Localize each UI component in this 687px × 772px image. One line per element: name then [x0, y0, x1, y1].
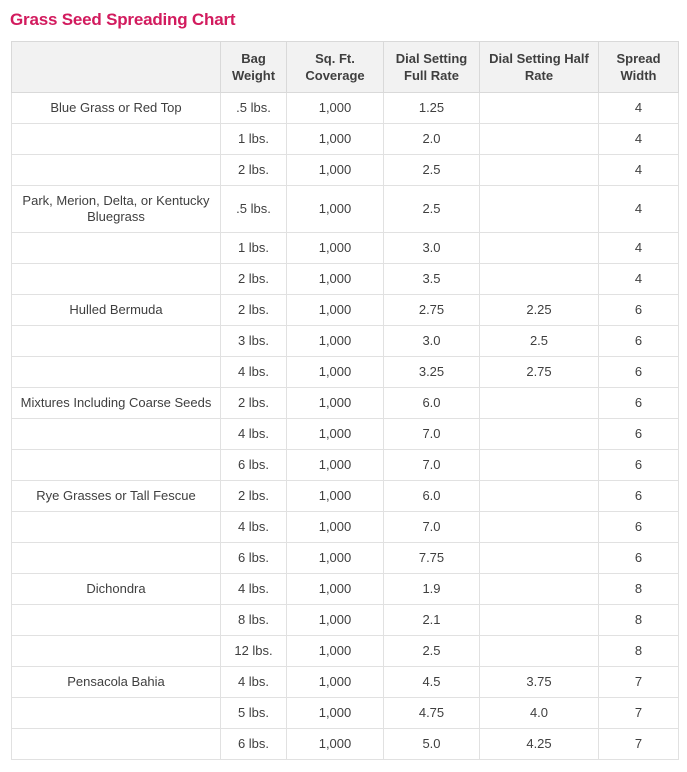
dial-full-rate-cell: 2.5 [384, 155, 480, 186]
spread-width-cell: 6 [599, 481, 679, 512]
dial-half-rate-cell: 4.0 [480, 698, 599, 729]
table-row [12, 729, 679, 760]
bag-weight-cell: 1 lbs. [221, 233, 287, 264]
table-row [12, 357, 679, 388]
table-row [12, 481, 679, 512]
coverage-cell: 1,000 [287, 124, 384, 155]
dial-half-rate-cell [480, 186, 599, 233]
grass-type-cell: Hulled Bermuda [12, 295, 221, 326]
coverage-cell: 1,000 [287, 326, 384, 357]
spread-width-cell: 4 [599, 186, 679, 233]
dial-full-rate-cell: 5.0 [384, 729, 480, 760]
bag-weight-cell: .5 lbs. [221, 186, 287, 233]
dial-full-rate-cell: 3.0 [384, 326, 480, 357]
bag-weight-cell: 6 lbs. [221, 450, 287, 481]
spread-width-cell: 4 [599, 155, 679, 186]
coverage-cell: 1,000 [287, 357, 384, 388]
dial-half-rate-cell [480, 155, 599, 186]
grass-type-cell [12, 419, 221, 450]
table-header-row [12, 42, 679, 93]
coverage-cell: 1,000 [287, 729, 384, 760]
dial-half-rate-cell: 2.25 [480, 295, 599, 326]
bag-weight-cell: 4 lbs. [221, 667, 287, 698]
dial-full-rate-cell: 1.9 [384, 574, 480, 605]
coverage-cell: 1,000 [287, 543, 384, 574]
column-header-spread-width: Spread Width [599, 42, 679, 93]
bag-weight-cell: 2 lbs. [221, 295, 287, 326]
table-row [12, 419, 679, 450]
dial-full-rate-cell: 7.0 [384, 512, 480, 543]
dial-half-rate-cell [480, 481, 599, 512]
table-row [12, 295, 679, 326]
dial-half-rate-cell: 2.75 [480, 357, 599, 388]
coverage-cell: 1,000 [287, 186, 384, 233]
dial-full-rate-cell: 6.0 [384, 388, 480, 419]
dial-half-rate-cell: 3.75 [480, 667, 599, 698]
coverage-cell: 1,000 [287, 295, 384, 326]
table-row [12, 450, 679, 481]
dial-half-rate-cell [480, 636, 599, 667]
bag-weight-cell: 5 lbs. [221, 698, 287, 729]
spread-width-cell: 6 [599, 419, 679, 450]
spread-width-cell: 6 [599, 450, 679, 481]
dial-full-rate-cell: 2.0 [384, 124, 480, 155]
table-row [12, 233, 679, 264]
grass-type-cell: Dichondra [12, 574, 221, 605]
spread-width-cell: 8 [599, 574, 679, 605]
spread-width-cell: 4 [599, 124, 679, 155]
spread-width-cell: 6 [599, 357, 679, 388]
table-row [12, 124, 679, 155]
table-row [12, 667, 679, 698]
coverage-cell: 1,000 [287, 636, 384, 667]
column-header-grass-type [12, 42, 221, 93]
dial-half-rate-cell [480, 543, 599, 574]
bag-weight-cell: 2 lbs. [221, 155, 287, 186]
column-header-sqft-coverage: Sq. Ft. Coverage [287, 42, 384, 93]
dial-full-rate-cell: 4.5 [384, 667, 480, 698]
spread-width-cell: 6 [599, 512, 679, 543]
dial-half-rate-cell [480, 124, 599, 155]
bag-weight-cell: 6 lbs. [221, 729, 287, 760]
coverage-cell: 1,000 [287, 388, 384, 419]
grass-type-cell: Pensacola Bahia [12, 667, 221, 698]
dial-half-rate-cell [480, 419, 599, 450]
dial-full-rate-cell: 2.5 [384, 186, 480, 233]
bag-weight-cell: 2 lbs. [221, 481, 287, 512]
coverage-cell: 1,000 [287, 605, 384, 636]
dial-half-rate-cell: 2.5 [480, 326, 599, 357]
bag-weight-cell: 4 lbs. [221, 574, 287, 605]
spread-width-cell: 7 [599, 729, 679, 760]
dial-half-rate-cell: 4.25 [480, 729, 599, 760]
bag-weight-cell: 8 lbs. [221, 605, 287, 636]
dial-full-rate-cell: 4.75 [384, 698, 480, 729]
table-row [12, 512, 679, 543]
page-title: Grass Seed Spreading Chart [10, 10, 236, 29]
dial-full-rate-cell: 3.0 [384, 233, 480, 264]
grass-type-cell [12, 698, 221, 729]
grass-type-cell [12, 512, 221, 543]
dial-full-rate-cell: 2.5 [384, 636, 480, 667]
table-row [12, 264, 679, 295]
grass-type-cell [12, 357, 221, 388]
spread-width-cell: 6 [599, 326, 679, 357]
bag-weight-cell: 12 lbs. [221, 636, 287, 667]
coverage-cell: 1,000 [287, 264, 384, 295]
coverage-cell: 1,000 [287, 450, 384, 481]
column-header-dial-full-rate: Dial Setting Full Rate [384, 42, 480, 93]
coverage-cell: 1,000 [287, 698, 384, 729]
column-header-bag-weight: Bag Weight [221, 42, 287, 93]
spread-width-cell: 7 [599, 698, 679, 729]
grass-type-cell [12, 636, 221, 667]
grass-type-cell [12, 450, 221, 481]
table-row [12, 93, 679, 124]
grass-type-cell [12, 233, 221, 264]
table-row [12, 698, 679, 729]
dial-half-rate-cell [480, 574, 599, 605]
coverage-cell: 1,000 [287, 574, 384, 605]
bag-weight-cell: 6 lbs. [221, 543, 287, 574]
table-row [12, 605, 679, 636]
dial-full-rate-cell: 6.0 [384, 481, 480, 512]
coverage-cell: 1,000 [287, 93, 384, 124]
grass-type-cell [12, 543, 221, 574]
table-row [12, 155, 679, 186]
table-row [12, 326, 679, 357]
dial-full-rate-cell: 2.75 [384, 295, 480, 326]
bag-weight-cell: 2 lbs. [221, 264, 287, 295]
table-row [12, 186, 679, 233]
dial-half-rate-cell [480, 93, 599, 124]
coverage-cell: 1,000 [287, 419, 384, 450]
grass-type-cell [12, 605, 221, 636]
bag-weight-cell: 3 lbs. [221, 326, 287, 357]
grass-type-cell: Blue Grass or Red Top [12, 93, 221, 124]
dial-half-rate-cell [480, 450, 599, 481]
bag-weight-cell: 4 lbs. [221, 512, 287, 543]
spread-width-cell: 6 [599, 295, 679, 326]
grass-type-cell [12, 124, 221, 155]
spread-width-cell: 4 [599, 93, 679, 124]
grass-type-cell [12, 155, 221, 186]
dial-full-rate-cell: 3.25 [384, 357, 480, 388]
coverage-cell: 1,000 [287, 233, 384, 264]
coverage-cell: 1,000 [287, 481, 384, 512]
table-row [12, 636, 679, 667]
spread-width-cell: 7 [599, 667, 679, 698]
dial-full-rate-cell: 7.75 [384, 543, 480, 574]
grass-type-cell [12, 326, 221, 357]
dial-half-rate-cell [480, 233, 599, 264]
dial-half-rate-cell [480, 605, 599, 636]
dial-half-rate-cell [480, 264, 599, 295]
grass-type-cell: Rye Grasses or Tall Fescue [12, 481, 221, 512]
bag-weight-cell: 4 lbs. [221, 357, 287, 388]
bag-weight-cell: 1 lbs. [221, 124, 287, 155]
table-row [12, 574, 679, 605]
dial-full-rate-cell: 7.0 [384, 450, 480, 481]
column-header-dial-half-rate: Dial Setting Half Rate [480, 42, 599, 93]
bag-weight-cell: 2 lbs. [221, 388, 287, 419]
grass-type-cell: Mixtures Including Coarse Seeds [12, 388, 221, 419]
coverage-cell: 1,000 [287, 667, 384, 698]
dial-half-rate-cell [480, 512, 599, 543]
bag-weight-cell: 4 lbs. [221, 419, 287, 450]
spread-width-cell: 6 [599, 543, 679, 574]
dial-full-rate-cell: 2.1 [384, 605, 480, 636]
dial-full-rate-cell: 1.25 [384, 93, 480, 124]
table-row [12, 388, 679, 419]
grass-type-cell: Park, Merion, Delta, or Kentucky Bluegrass [12, 186, 221, 233]
grass-type-cell [12, 729, 221, 760]
coverage-cell: 1,000 [287, 512, 384, 543]
bag-weight-cell: .5 lbs. [221, 93, 287, 124]
spread-width-cell: 4 [599, 264, 679, 295]
spread-width-cell: 8 [599, 636, 679, 667]
dial-full-rate-cell: 3.5 [384, 264, 480, 295]
dial-half-rate-cell [480, 388, 599, 419]
dial-full-rate-cell: 7.0 [384, 419, 480, 450]
spread-width-cell: 8 [599, 605, 679, 636]
spread-width-cell: 6 [599, 388, 679, 419]
table-row [12, 543, 679, 574]
grass-seed-spreading-table [11, 41, 679, 760]
grass-type-cell [12, 264, 221, 295]
coverage-cell: 1,000 [287, 155, 384, 186]
spread-width-cell: 4 [599, 233, 679, 264]
table-body [12, 93, 679, 760]
